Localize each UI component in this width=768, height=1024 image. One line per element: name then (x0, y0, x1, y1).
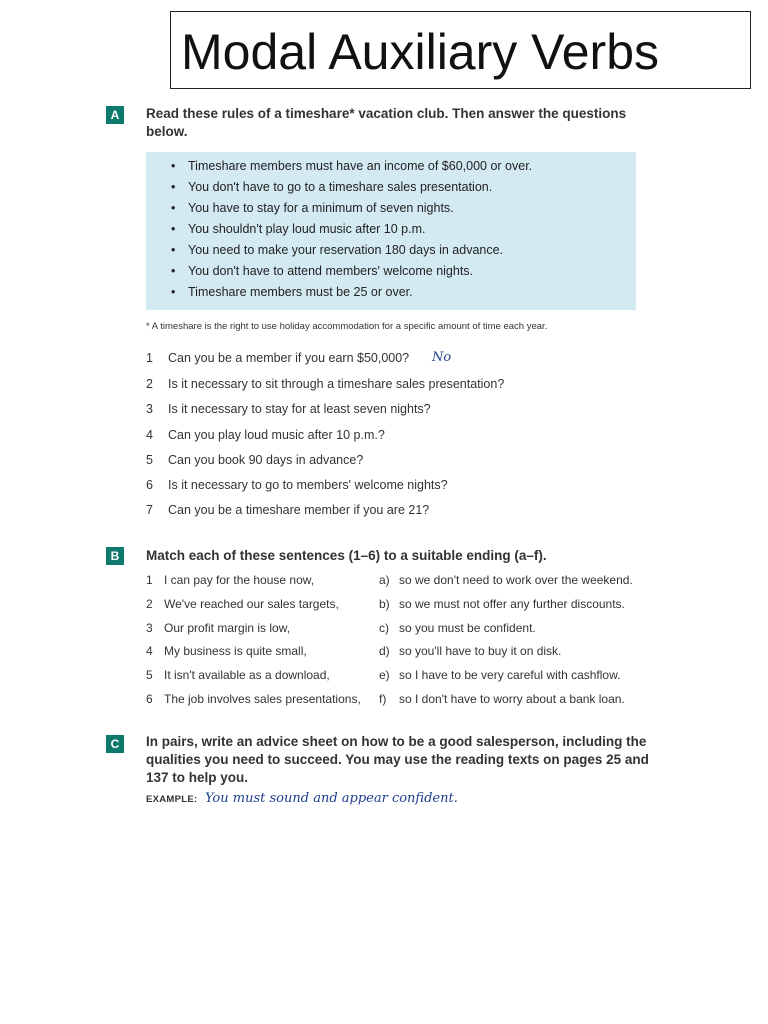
match-letter: f) (379, 692, 387, 706)
match-sentence: My business is quite small, (164, 644, 307, 658)
match-ending: so we must not offer any further discounts. (399, 597, 625, 611)
match-letter: d) (379, 644, 390, 658)
worksheet-scan (100, 92, 680, 817)
rule-item (146, 177, 626, 198)
handwritten-example: You must sound and appear confident. (204, 791, 458, 806)
rule-item (146, 240, 626, 261)
bullet: • (171, 285, 176, 299)
match-row (146, 666, 686, 684)
question-number: 6 (146, 478, 153, 492)
match-letter: e) (379, 668, 390, 682)
match-sentence: I can pay for the house now, (164, 573, 315, 587)
rule-item (146, 282, 626, 303)
question-text: Is it necessary to stay for at least seven nights? (168, 402, 431, 416)
section-b-badge: B (106, 547, 124, 565)
bullet: • (171, 222, 176, 236)
question-number: 2 (146, 377, 153, 391)
section-c-instruction-line3: 137 to help you. (146, 770, 249, 785)
rule-item (146, 261, 626, 282)
page-title: Modal Auxiliary Verbs (181, 24, 660, 80)
match-number: 2 (146, 597, 153, 611)
section-c-instruction-line2: qualities you need to succeed. You may use the reading texts on pages 25 and (146, 752, 649, 767)
section-b-instruction: Match each of these sentences (1–6) to a suitable ending (a–f). (146, 548, 547, 563)
section-a-instruction-line1: Read these rules of a timeshare* vacation club. Then answer the questions (146, 106, 627, 121)
question-text: Can you book 90 days in advance? (168, 453, 364, 467)
match-row (146, 571, 686, 589)
question-number: 3 (146, 402, 153, 416)
match-row (146, 595, 686, 613)
bullet: • (171, 159, 176, 173)
match-ending: so you must be confident. (399, 621, 536, 635)
example-line (146, 791, 458, 806)
footnote: * A timeshare is the right to use holiday accommodation for a specific amount of time each year. (146, 321, 548, 332)
question-number: 5 (146, 453, 153, 467)
match-row (146, 642, 686, 660)
rule-text: You don't have to go to a timeshare sales presentation. (188, 180, 493, 194)
title-box (170, 11, 751, 89)
question-text: Can you play loud music after 10 p.m.? (168, 428, 385, 442)
section-c-instruction (146, 733, 676, 787)
match-number: 5 (146, 668, 153, 682)
bullet: • (171, 264, 176, 278)
question-text: Is it necessary to sit through a timeshare sales presentation? (168, 377, 505, 391)
match-ending: so you'll have to buy it on disk. (399, 644, 562, 658)
question-text: Can you be a member if you earn $50,000? (168, 351, 410, 365)
example-label: EXAMPLE: (146, 794, 198, 805)
question-number: 1 (146, 351, 153, 365)
section-a-badge: A (106, 106, 124, 124)
rule-text: Timeshare members must have an income of $60,000 or over. (188, 159, 533, 173)
match-number: 1 (146, 573, 153, 587)
match-letter: a) (379, 573, 390, 587)
rule-text: You have to stay for a minimum of seven nights. (188, 201, 454, 215)
section-c-badge: C (106, 735, 124, 753)
match-ending: so we don't need to work over the weekend. (399, 573, 633, 587)
match-sentence: Our profit margin is low, (164, 621, 291, 635)
bullet: • (171, 201, 176, 215)
bullet: • (171, 243, 176, 257)
rule-text: Timeshare members must be 25 or over. (188, 285, 413, 299)
match-letter: c) (379, 621, 389, 635)
question-number: 4 (146, 428, 153, 442)
section-c-instruction-line1: In pairs, write an advice sheet on how to be a good salesperson, including the (146, 734, 647, 749)
match-number: 6 (146, 692, 153, 706)
rule-item (146, 219, 626, 240)
rule-text: You need to make your reservation 180 days in advance. (188, 243, 504, 257)
section-a-instruction (146, 105, 676, 141)
handwritten-answer: No (432, 350, 452, 365)
match-sentence: The job involves sales presentations, (164, 692, 361, 706)
question-number: 7 (146, 503, 153, 517)
rules-box (146, 152, 636, 310)
match-sentence: We've reached our sales targets, (164, 597, 339, 611)
match-ending: so I don't have to worry about a bank loan. (399, 692, 625, 706)
match-letter: b) (379, 597, 390, 611)
rule-text: You don't have to attend members' welcome nights. (188, 264, 474, 278)
rule-item (146, 156, 626, 177)
bullet: • (171, 180, 176, 194)
rule-text: You shouldn't play loud music after 10 p.m. (188, 222, 426, 236)
section-a-instruction-line2: below. (146, 124, 188, 139)
question-text: Can you be a timeshare member if you are 21? (168, 503, 430, 517)
match-sentence: It isn't available as a download, (164, 668, 330, 682)
match-row (146, 619, 686, 637)
match-number: 3 (146, 621, 153, 635)
rule-item (146, 198, 626, 219)
match-number: 4 (146, 644, 153, 658)
match-row (146, 690, 686, 708)
match-ending: so I have to be very careful with cashflow. (399, 668, 621, 682)
question-text: Is it necessary to go to members' welcome nights? (168, 478, 448, 492)
